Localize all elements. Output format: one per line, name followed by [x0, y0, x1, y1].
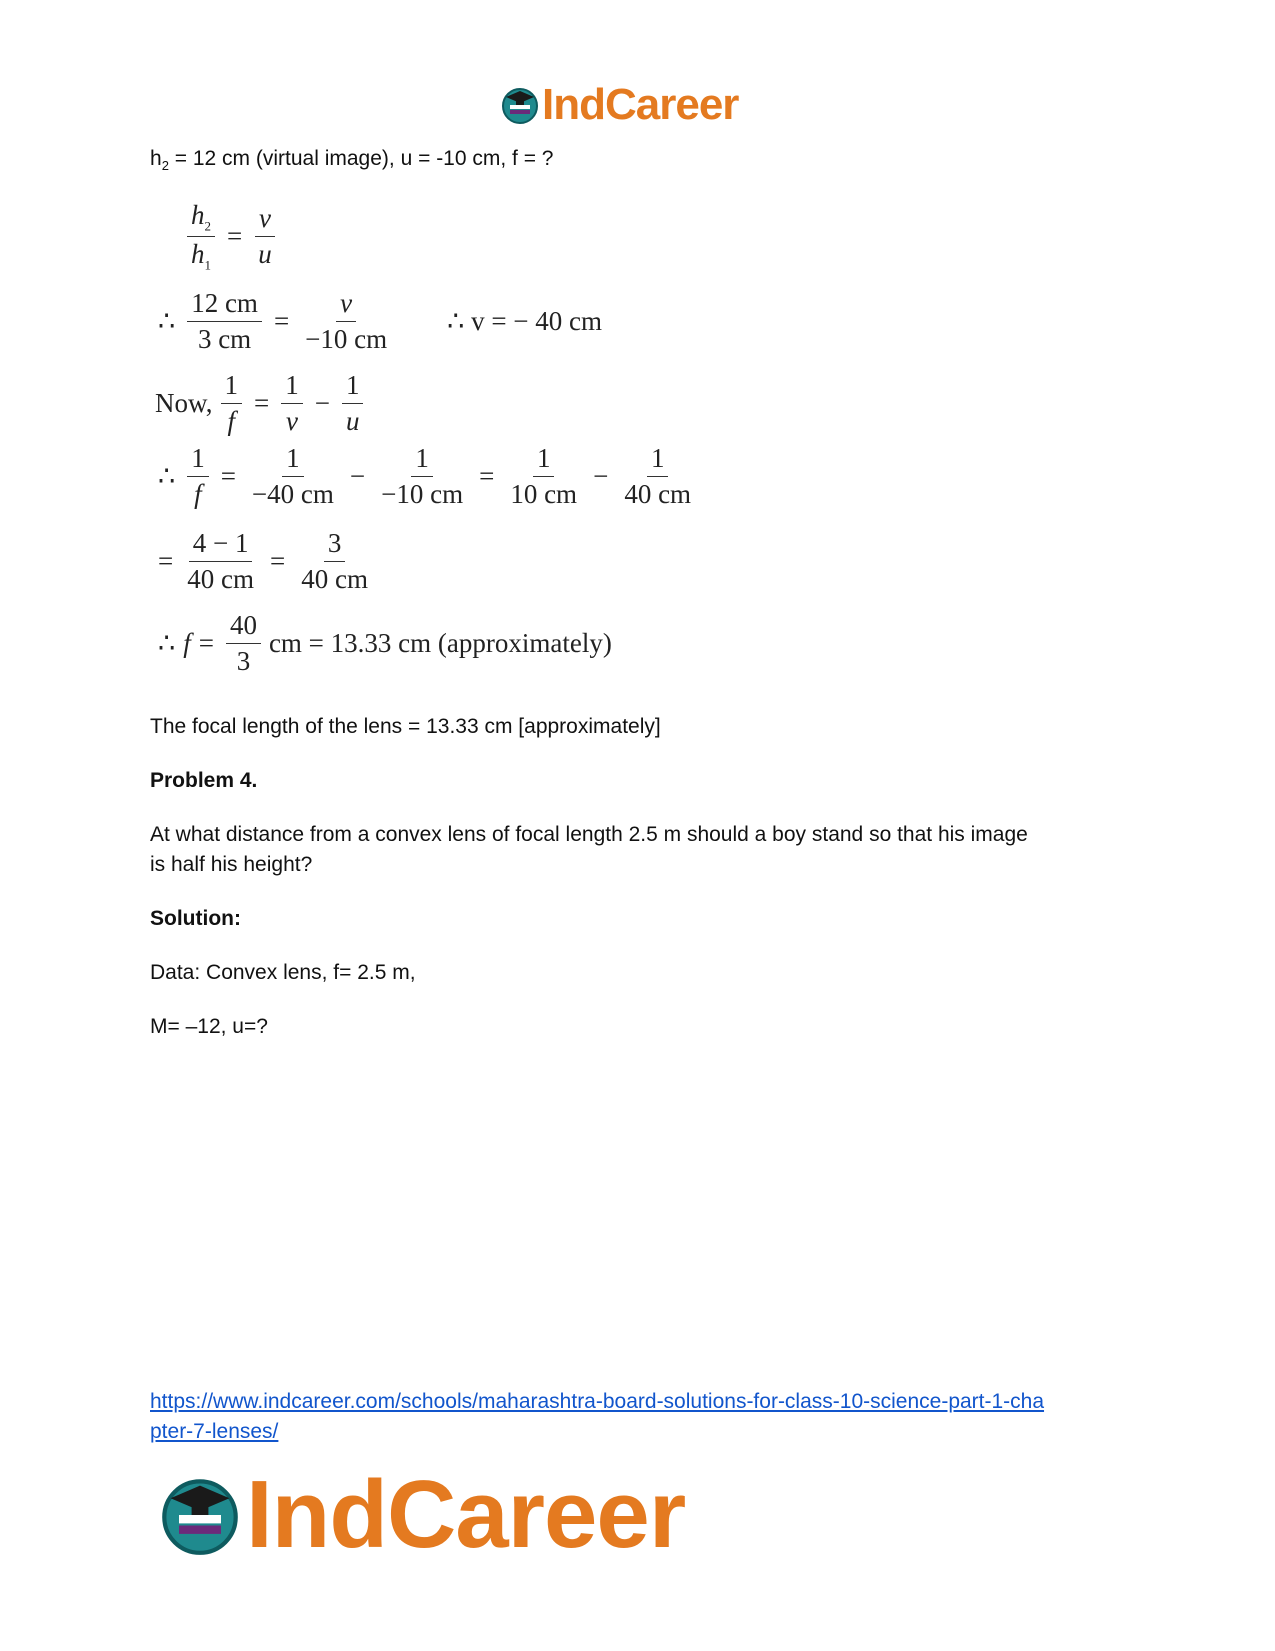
problem-text-line-1: At what distance from a convex lens of focal length 2.5 m should a boy stand so that his image	[150, 823, 1028, 846]
source-link-line-2[interactable]: pter-7-lenses/	[150, 1420, 279, 1443]
fraction-v-u: $\frac{v}{u}$	[254, 203, 276, 270]
equation-lens-formula: Now, $\frac{1}{f}$ = $\frac{1}{v}$ − $\frac{1}{u}$	[155, 370, 367, 437]
fraction-h2-h1: $\frac{h_2}{h_1}$	[187, 200, 215, 274]
graduation-cap-globe-icon	[500, 85, 540, 125]
focal-length-result: The focal length of the lens = 13.33 cm [approximately]	[150, 715, 661, 738]
fraction-v-minus10: $\frac{v}{-10 cm}$	[305, 288, 388, 354]
equation-focal-result: ∴ f = $\frac{40}{3}$ cm = 13.33 cm (approximately)	[158, 610, 612, 676]
equation-substitution: ∴ $\frac{1}{f}$ = $\frac{1}{-40 cm}$ − $\frac{1}{-10 cm}$ = $\frac{1}{10 cm}$ − $\frac{1}{40 cm}$	[158, 443, 692, 509]
given-h: h	[150, 147, 162, 170]
problem-text-line-2: is half his height?	[150, 853, 313, 876]
equation-solve-v: ∴ $\frac{12 cm}{3 cm}$ = $\frac{v}{-10 cm}$ ∴ v = − 40 cm	[158, 288, 603, 354]
magnification-line: M= –12, u=?	[150, 1015, 268, 1038]
source-link-line-1[interactable]: https://www.indcareer.com/schools/maharashtra-board-solutions-for-class-10-science-part-1-cha	[150, 1390, 1045, 1413]
indcareer-logo-bottom	[158, 1460, 685, 1570]
fraction-12-3: $\frac{12 cm}{3 cm}$	[187, 288, 262, 355]
graduation-cap-globe-icon	[158, 1473, 242, 1557]
logo-text: IndCareer	[246, 1461, 686, 1568]
given-values-line	[150, 144, 553, 181]
logo-text: IndCareer	[542, 80, 739, 129]
indcareer-logo-top	[500, 80, 738, 130]
given-h-sub: 2	[161, 158, 169, 174]
equation-magnification: $\frac{h_2}{h_1}$ = $\frac{v}{u}$	[183, 200, 280, 274]
solution-heading: Solution:	[150, 907, 241, 930]
data-line: Data: Convex lens, f= 2.5 m,	[150, 961, 416, 984]
result-v: ∴ v = − 40 cm	[447, 306, 603, 336]
equation-simplify: = $\frac{4 - 1}{40 cm}$ = $\frac{3}{40 cm}$	[158, 528, 368, 594]
source-link[interactable]	[150, 1387, 1130, 1447]
problem-heading: Problem 4.	[150, 769, 258, 792]
given-rest: = 12 cm (virtual image), u = -10 cm, f = ?	[168, 147, 554, 170]
